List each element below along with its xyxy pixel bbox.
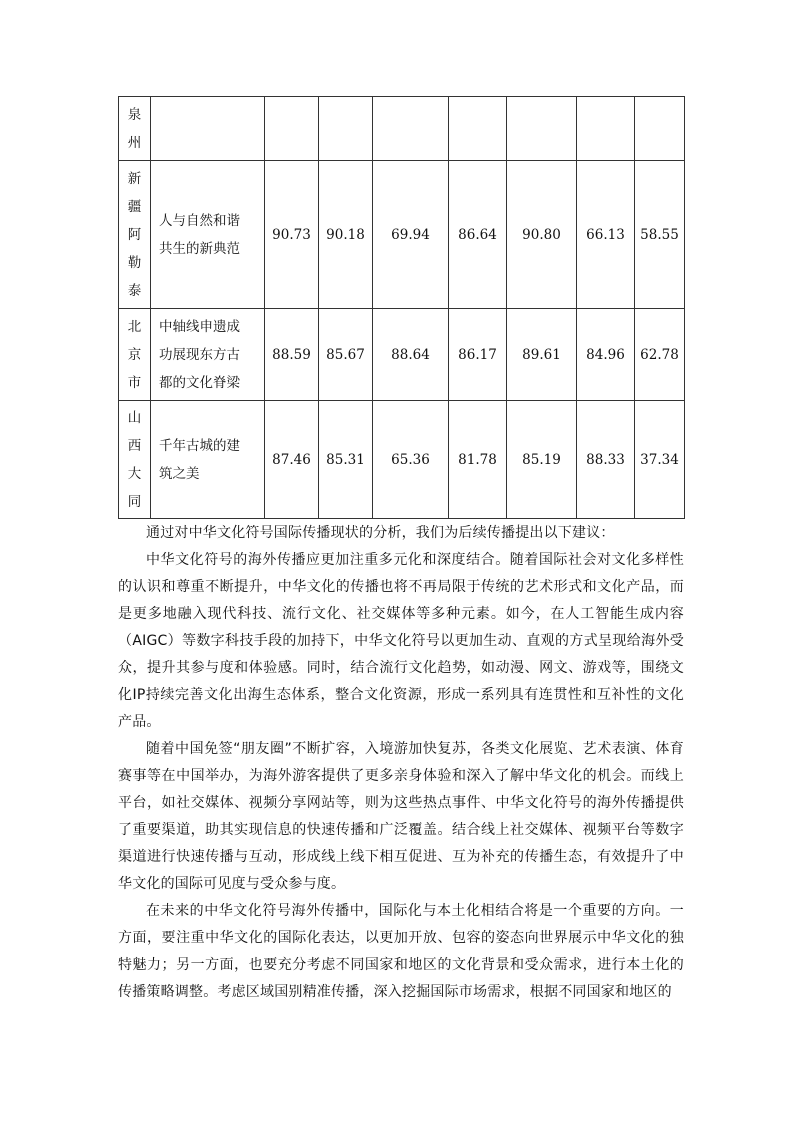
theme-line: 人与自然和谐 xyxy=(159,212,240,229)
score-cell xyxy=(265,401,319,519)
score-cell xyxy=(507,309,577,401)
city-char: 大 xyxy=(127,465,142,482)
score-value: 86.64 xyxy=(458,226,497,243)
score-value: 69.94 xyxy=(391,226,430,243)
city-char: 北 xyxy=(127,318,142,335)
city-cell xyxy=(119,309,151,401)
score-cell xyxy=(373,161,449,309)
city-char: 西 xyxy=(127,437,142,454)
theme-line: 千年古城的建 xyxy=(159,437,240,454)
score-value: 89.61 xyxy=(522,346,561,363)
city-char: 市 xyxy=(127,374,142,391)
score-cell xyxy=(449,309,507,401)
score-cell xyxy=(449,97,507,161)
theme-line: 功展现东方古 xyxy=(159,346,240,363)
score-value: 90.18 xyxy=(326,226,365,243)
score-value: 66.13 xyxy=(586,226,625,243)
score-cell xyxy=(635,309,685,401)
score-cell xyxy=(319,309,373,401)
score-value: 85.67 xyxy=(326,346,365,363)
score-value: 65.36 xyxy=(391,451,430,468)
city-cell xyxy=(119,161,151,309)
score-value: 88.64 xyxy=(391,346,430,363)
score-cell xyxy=(577,401,635,519)
theme-line: 中轴线申遗成 xyxy=(159,318,240,335)
paragraph-diversification: 中华文化符号的海外传播应更加注重多元化和深度结合。随着国际社会对文化多样性的认识和尊重不断提升，中华文化的传播也将不再局限于传统的艺术形式和文化产品，而是更多地融入现代科技、流行文化、社交媒体等多种元素。如今，在人工智能生成内容（AIGC）等数字科技手段的加持下，中华文化符号以更加生动、直观的方式呈现给海外受众，提升其参与度和体验感。同时，结合流行文化趋势，如动漫、网文、游戏等，围绕文化IP持续完善文化出海生态体系，整合文化资源，形成一系列具有连贯性和互补性的文化产品。 xyxy=(118,552,684,730)
city-char: 泰 xyxy=(127,282,142,299)
city-cell xyxy=(119,97,151,161)
score-cell xyxy=(449,401,507,519)
score-cell xyxy=(265,97,319,161)
city-char: 勒 xyxy=(127,254,142,271)
score-cell xyxy=(577,97,635,161)
score-cell xyxy=(507,161,577,309)
score-value: 85.31 xyxy=(326,451,365,468)
paragraph-localization: 在未来的中华文化符号海外传播中，国际化与本土化相结合将是一个重要的方向。一方面，要注重中华文化的国际化表达，以更加开放、包容的姿态向世界展示中华文化的独特魅力；另一方面，也要充分考虑不同国家和地区的文化背景和受众需求，进行本土化的传播策略调整。考虑区域国别精准传播，深入挖掘国际市场需求，根据不同国家和地区的 xyxy=(118,903,684,1000)
score-cell xyxy=(577,161,635,309)
score-cell xyxy=(635,401,685,519)
score-value: 84.96 xyxy=(586,346,625,363)
score-cell xyxy=(373,309,449,401)
score-cell xyxy=(635,97,685,161)
score-cell xyxy=(319,401,373,519)
city-char: 山 xyxy=(127,409,142,426)
city-cell xyxy=(119,401,151,519)
score-value: 88.59 xyxy=(272,346,311,363)
score-cell xyxy=(319,97,373,161)
theme-cell xyxy=(151,309,265,401)
theme-line: 共生的新典范 xyxy=(159,240,240,257)
data-table xyxy=(118,96,685,519)
city-char: 泉 xyxy=(127,106,142,123)
score-value: 85.19 xyxy=(522,451,561,468)
score-cell xyxy=(265,309,319,401)
score-cell xyxy=(373,97,449,161)
body-text xyxy=(118,520,684,1006)
score-cell xyxy=(373,401,449,519)
theme-line: 筑之美 xyxy=(159,465,200,482)
score-cell xyxy=(577,309,635,401)
table-row xyxy=(119,309,685,401)
city-char: 新 xyxy=(127,170,142,187)
theme-cell xyxy=(151,401,265,519)
city-char: 同 xyxy=(127,493,142,510)
score-cell xyxy=(319,161,373,309)
table-row xyxy=(119,401,685,519)
score-value: 88.33 xyxy=(586,451,625,468)
table-row xyxy=(119,97,685,161)
theme-cell xyxy=(151,97,265,161)
score-cell xyxy=(635,161,685,309)
score-value: 87.46 xyxy=(272,451,311,468)
score-value: 86.17 xyxy=(458,346,497,363)
score-cell xyxy=(507,401,577,519)
score-value: 58.55 xyxy=(640,226,679,243)
score-value: 90.80 xyxy=(522,226,561,243)
city-char: 阿 xyxy=(127,226,142,243)
paragraph-online-offline: 随着中国免签“朋友圈”不断扩容，入境游加快复苏，各类文化展览、艺术表演、体育赛事等在中国举办，为海外游客提供了更多亲身体验和深入了解中华文化的机会。而线上平台，如社交媒体、视频分享网站等，则为这些热点事件、中华文化符号的海外传播提供了重要渠道，助其实现信息的快速传播和广泛覆盖。结合线上社交媒体、视频平台等数字渠道进行快速传播与互动，形成线上线下相互促进、互为补充的传播生态，有效提升了中华文化的国际可见度与受众参与度。 xyxy=(118,741,684,892)
city-char: 京 xyxy=(127,346,142,363)
score-value: 62.78 xyxy=(640,346,679,363)
city-char: 疆 xyxy=(127,198,142,215)
score-cell xyxy=(449,161,507,309)
score-cell xyxy=(507,97,577,161)
score-cell xyxy=(265,161,319,309)
paragraph-intro: 通过对中华文化符号国际传播现状的分析，我们为后续传播提出以下建议： xyxy=(146,525,615,541)
theme-cell xyxy=(151,161,265,309)
table-row xyxy=(119,161,685,309)
score-value: 81.78 xyxy=(458,451,497,468)
city-char: 州 xyxy=(127,134,142,151)
score-value: 90.73 xyxy=(272,226,311,243)
score-value: 37.34 xyxy=(640,451,679,468)
theme-line: 都的文化脊梁 xyxy=(159,374,240,391)
